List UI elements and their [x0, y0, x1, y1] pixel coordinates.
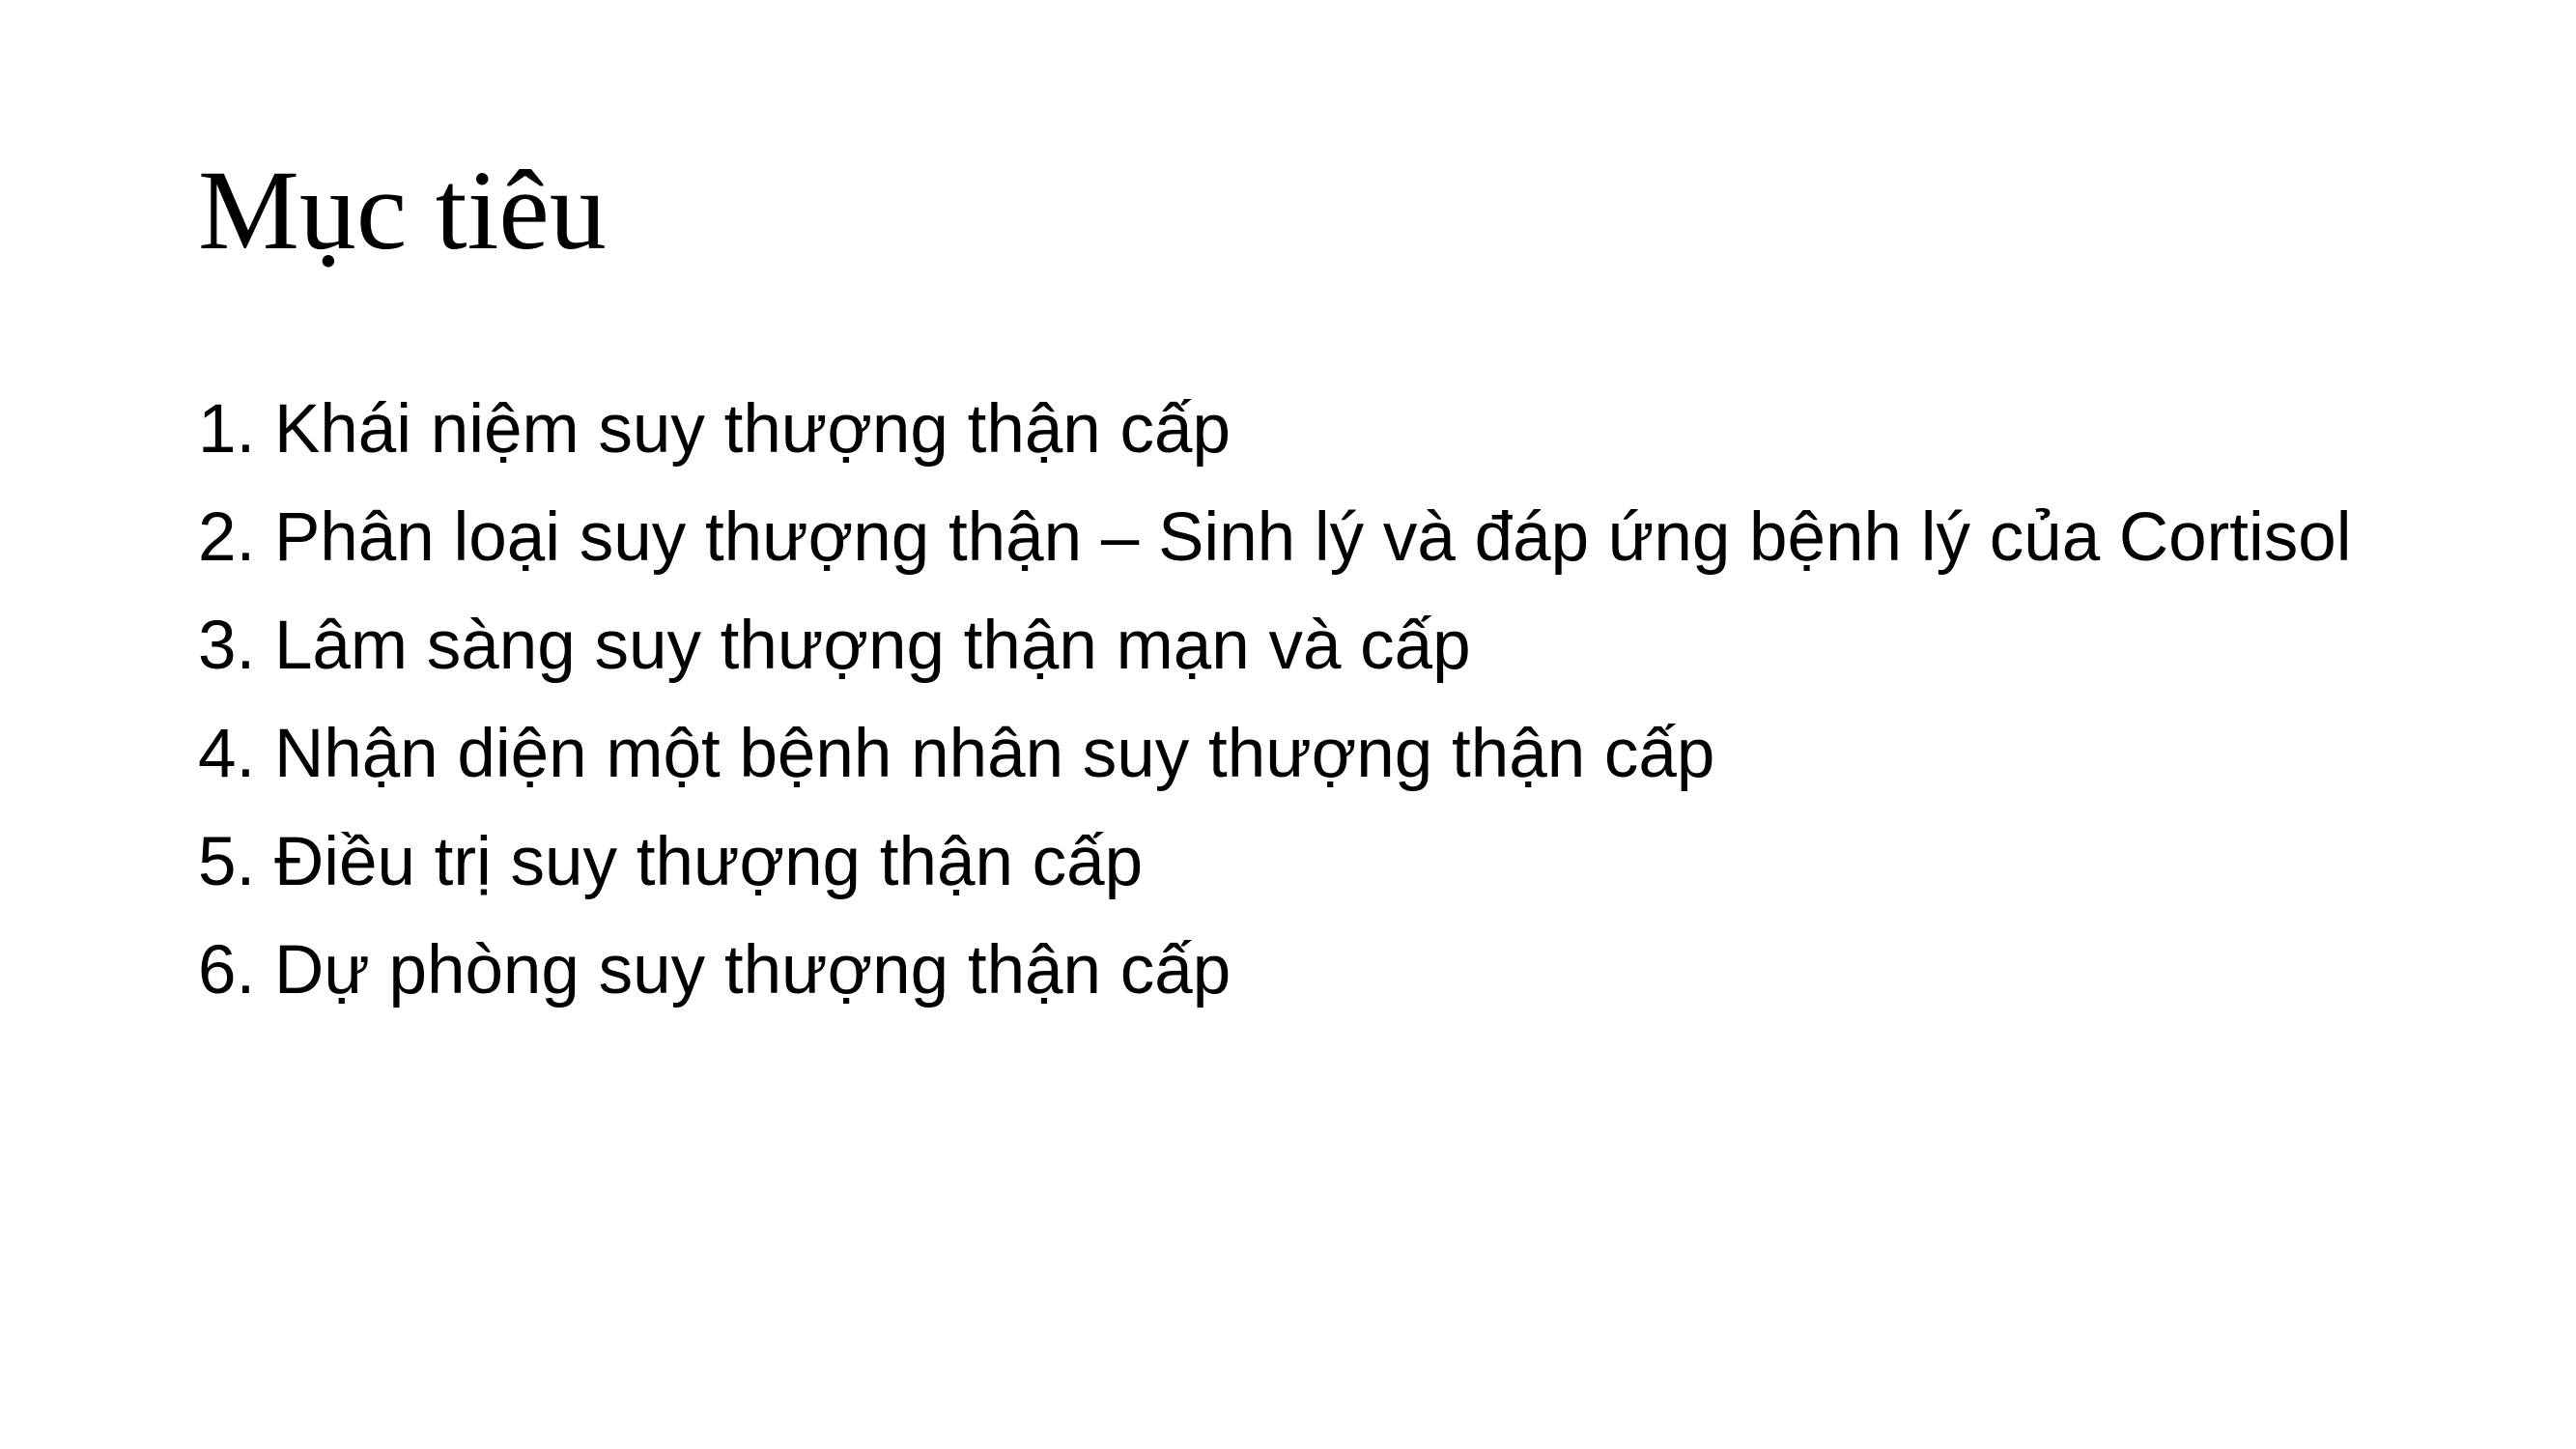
list-item: 6. Dự phòng suy thượng thận cấp: [198, 932, 1231, 1009]
list-item: 2. Phân loại suy thượng thận – Sinh lý và đáp ứng bệnh lý của Cortisol: [198, 499, 2352, 576]
list-item: 3. Lâm sàng suy thượng thận mạn và cấp: [198, 608, 1471, 684]
list-item: 1. Khái niệm suy thượng thận cấp: [198, 391, 1231, 468]
objectives-list: [198, 390, 2400, 1039]
slide-title: Mục tiêu: [198, 147, 607, 273]
list-item: 5. Điều trị suy thượng thận cấp: [198, 824, 1144, 900]
list-item: 4. Nhận diện một bệnh nhân suy thượng thận cấp: [198, 716, 1715, 792]
